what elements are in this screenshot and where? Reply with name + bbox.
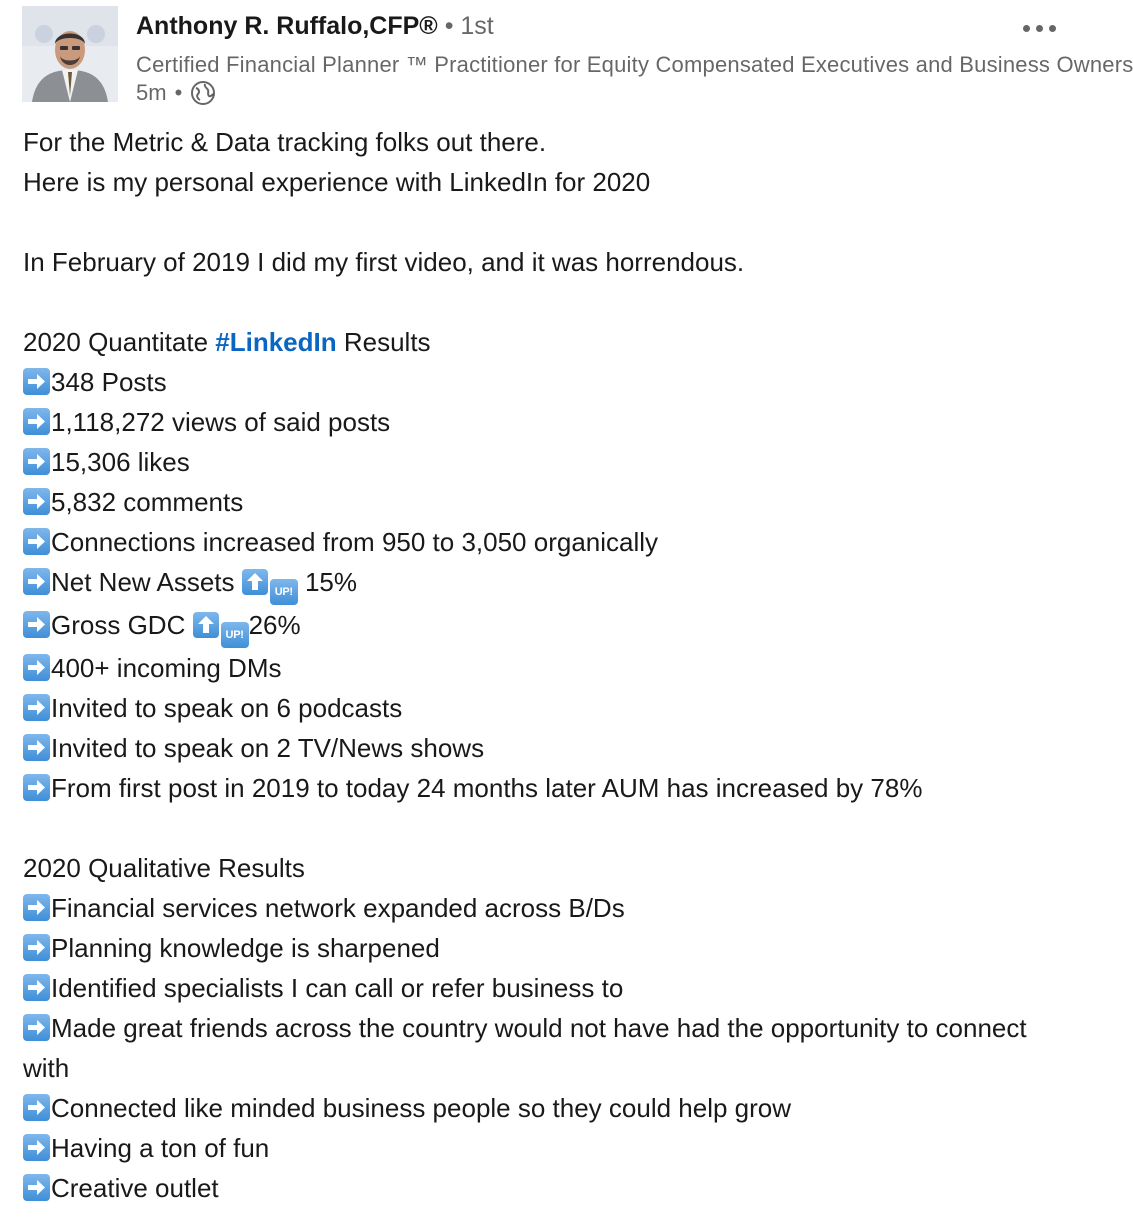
right-arrow-icon [23,894,50,921]
post-meta [136,80,216,106]
quant-heading-prefix: 2020 Quantitate [23,327,216,357]
list-item [23,968,1063,1008]
author-name-text[interactable]: Anthony R. Ruffalo,CFP® [136,12,438,40]
list-item [23,402,1063,442]
right-arrow-icon [23,368,50,395]
right-arrow-icon [23,734,50,761]
right-arrow-icon [23,654,50,681]
quant-heading [23,322,1063,362]
right-arrow-icon [23,568,50,595]
meta-separator: • [174,80,183,105]
list-item-text: Financial services network expanded across B/Ds [51,893,625,923]
list-item-value: 26% [248,610,301,640]
list-item-text: 400+ incoming DMs [51,653,282,683]
right-arrow-icon [23,448,50,475]
up-badge-icon: UP! [221,622,249,648]
right-arrow-icon [23,528,50,555]
list-item-text: Invited to speak on 2 TV/News shows [51,733,485,763]
list-item [23,768,1063,808]
post-header [22,6,1133,106]
more-icon-dot [1049,25,1056,32]
right-arrow-icon [23,1174,50,1201]
post-text-line: Here is my personal experience with LinkedIn for 2020 [23,167,651,197]
right-arrow-icon [23,934,50,961]
list-item-text: Made great friends across the country would not have had the opportunity to connect with [23,1013,1027,1083]
right-arrow-icon [23,774,50,801]
list-item [23,562,1063,605]
author-headline: Certified Financial Planner ™ Practitioner for Equity Compensated Executives and Business Owners [136,52,1133,77]
list-item-text: 5,832 comments [51,487,244,517]
list-item-value: 15% [297,567,357,597]
right-arrow-icon [23,974,50,1001]
list-item-text: Creative outlet [51,1173,219,1203]
blank-line [23,282,1063,322]
list-item [23,1088,1063,1128]
list-item [23,362,1063,402]
more-options-button[interactable] [1014,16,1064,40]
list-item [23,1168,1063,1208]
blank-line [23,202,1063,242]
hashtag-link[interactable]: #LinkedIn [215,327,337,357]
globe-icon [190,80,216,106]
list-item-text: 348 Posts [51,367,167,397]
up-arrow-icon [242,569,268,595]
up-arrow-icon [193,612,219,638]
list-item [23,1008,1063,1088]
blank-line [23,808,1063,848]
list-item-text: 1,118,272 views of said posts [51,407,391,437]
more-icon [1023,25,1030,32]
post-time: 5m [136,80,167,105]
list-item-text: Having a ton of fun [51,1133,270,1163]
right-arrow-icon [23,1094,50,1121]
list-item-text: Connected like minded business people so they could help grow [51,1093,792,1123]
post-text-line: For the Metric & Data tracking folks out there. [23,127,547,157]
list-item [23,442,1063,482]
post-body [23,122,1063,1208]
up-badge-icon: UP! [270,579,298,605]
list-item [23,522,1063,562]
list-item [23,482,1063,522]
right-arrow-icon [23,1014,50,1041]
list-item-text: Invited to speak on 6 podcasts [51,693,403,723]
right-arrow-icon [23,1134,50,1161]
list-item [23,928,1063,968]
right-arrow-icon [23,408,50,435]
author-name[interactable] [136,12,494,41]
post-text-line: In February of 2019 I did my first video, and it was horrendous. [23,247,745,277]
list-item-text: Gross GDC [51,610,193,640]
right-arrow-icon [23,488,50,515]
right-arrow-icon [23,694,50,721]
list-item [23,728,1063,768]
right-arrow-icon [23,611,50,638]
quant-heading-suffix: Results [336,327,431,357]
more-icon-dot [1036,25,1043,32]
connection-degree: • 1st [444,12,494,40]
list-item-text: Identified specialists I can call or refer business to [51,973,624,1003]
qual-heading: 2020 Qualitative Results [23,853,305,883]
avatar[interactable] [22,6,118,102]
list-item-text: From first post in 2019 to today 24 months later AUM has increased by 78% [51,773,923,803]
list-item [23,1128,1063,1168]
list-item-text: Net New Assets [51,567,242,597]
list-item-text: Planning knowledge is sharpened [51,933,440,963]
list-item-text: Connections increased from 950 to 3,050 organically [51,527,659,557]
list-item-text: 15,306 likes [51,447,190,477]
list-item [23,688,1063,728]
list-item [23,888,1063,928]
list-item [23,605,1063,648]
list-item [23,648,1063,688]
